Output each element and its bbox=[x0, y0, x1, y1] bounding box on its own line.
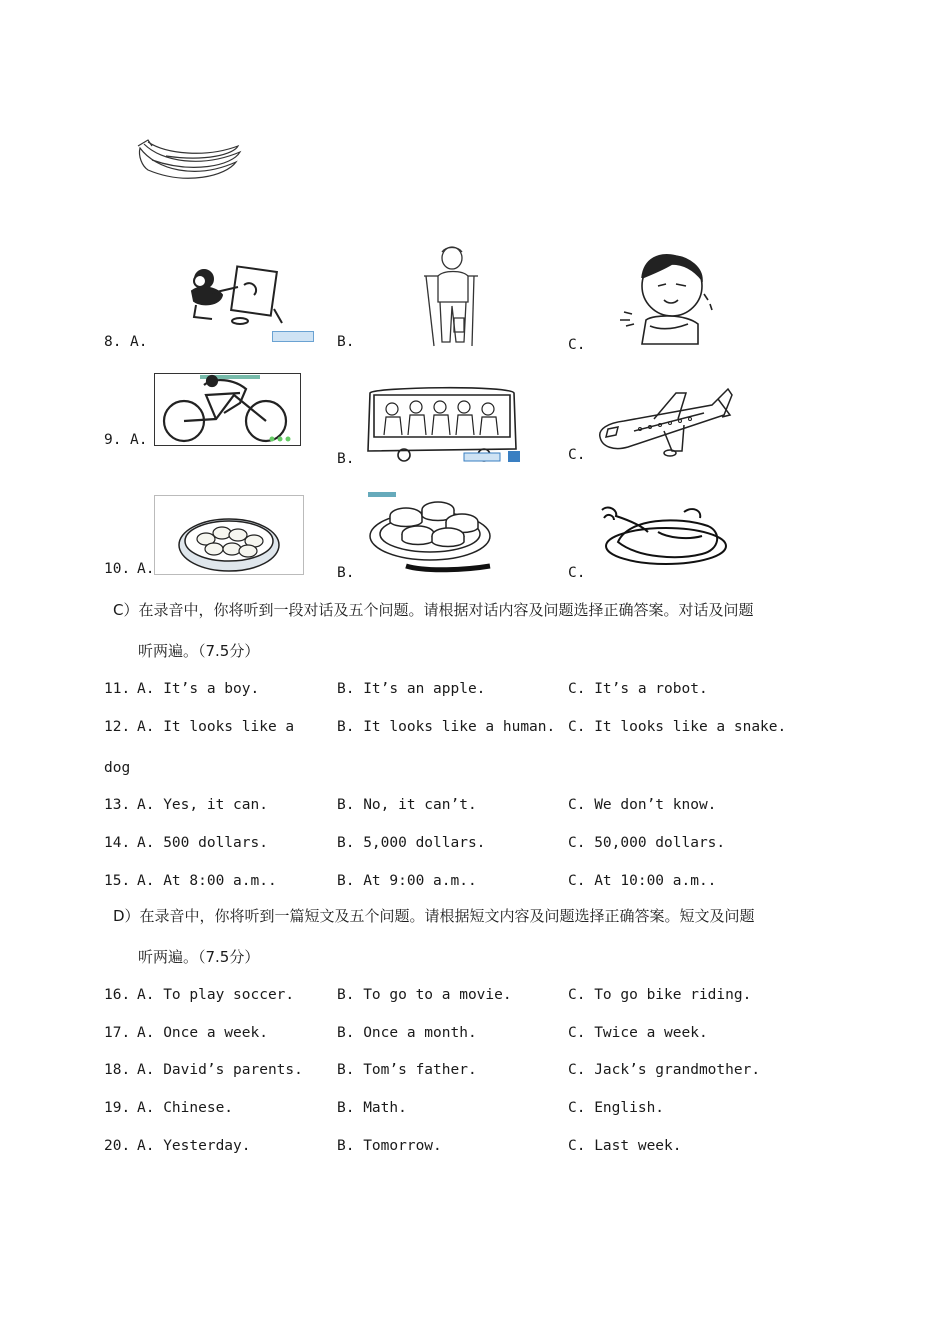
option-a: A. Yesterday. bbox=[137, 1138, 251, 1154]
option-c: C. 50,000 dollars. bbox=[568, 835, 726, 851]
option-a: A. 500 dollars. bbox=[137, 835, 268, 851]
option-c: C. Last week. bbox=[568, 1138, 682, 1154]
q8-option-a-label: A. bbox=[130, 334, 148, 350]
option-b: B. Tomorrow. bbox=[337, 1138, 442, 1154]
section-d-instruction: D）在录音中，你将听到一篇短文及五个问题。请根据短文内容及问题选择正确答案。短文及问题 bbox=[113, 907, 755, 925]
watermark-logo bbox=[272, 331, 314, 342]
section-c-instruction: C）在录音中，你将听到一段对话及五个问题。请根据对话内容及问题选择正确答案。对话及问题 bbox=[113, 601, 754, 619]
option-a: A. Once a week. bbox=[137, 1025, 268, 1041]
dumplings-plate-icon bbox=[154, 495, 304, 575]
boy-on-crutches-icon bbox=[418, 246, 480, 350]
mooncakes-plate-icon bbox=[366, 492, 493, 574]
option-c: C. It’s a robot. bbox=[568, 681, 708, 697]
airplane-icon bbox=[594, 385, 734, 457]
roast-chicken-icon bbox=[598, 502, 732, 568]
question-number: 13. bbox=[104, 797, 131, 813]
option-a: A. It’s a boy. bbox=[137, 681, 260, 697]
option-c: C. To go bike riding. bbox=[568, 987, 752, 1003]
option-b: B. No, it can’t. bbox=[337, 797, 477, 813]
question-number: 15. bbox=[104, 873, 131, 889]
option-a: A. David’s parents. bbox=[137, 1062, 303, 1078]
bananas-icon bbox=[136, 140, 242, 185]
option-c: C. It looks like a snake. bbox=[568, 719, 787, 735]
q10-option-c-label: C. bbox=[568, 565, 586, 581]
q10-number: 10. bbox=[104, 561, 131, 577]
option-b: B. Once a month. bbox=[337, 1025, 477, 1041]
q9-option-b-label: B. bbox=[337, 451, 355, 467]
painting-child-icon bbox=[182, 265, 286, 327]
option-a: A. Chinese. bbox=[137, 1100, 234, 1116]
q10-option-b-label: B. bbox=[337, 565, 355, 581]
option-b: B. At 9:00 a.m.. bbox=[337, 873, 477, 889]
option-b: B. Tom’s father. bbox=[337, 1062, 477, 1078]
crowded-bus-icon bbox=[366, 385, 520, 464]
option-a-wrap: dog bbox=[104, 760, 131, 776]
q8-option-c-label: C. bbox=[568, 337, 586, 353]
q8-option-b-label: B. bbox=[337, 334, 355, 350]
option-b: B. 5,000 dollars. bbox=[337, 835, 486, 851]
option-c: C. We don’t know. bbox=[568, 797, 717, 813]
q9-option-c-label: C. bbox=[568, 447, 586, 463]
option-b: B. To go to a movie. bbox=[337, 987, 512, 1003]
q9-option-a-label: A. bbox=[130, 432, 148, 448]
option-c: C. Jack’s grandmother. bbox=[568, 1062, 761, 1078]
question-number: 16. bbox=[104, 987, 131, 1003]
option-b: B. It looks like a human. bbox=[337, 719, 556, 735]
question-number: 14. bbox=[104, 835, 131, 851]
section-d-instruction-cont: 听两遍。（7.5分） bbox=[138, 948, 260, 966]
question-number: 11. bbox=[104, 681, 131, 697]
question-number: 12. bbox=[104, 719, 131, 735]
q9-number: 9. bbox=[104, 432, 122, 448]
option-a: A. It looks like a bbox=[137, 719, 295, 735]
q10-option-a-label: A. bbox=[137, 561, 155, 577]
option-c: C. English. bbox=[568, 1100, 665, 1116]
option-c: C. Twice a week. bbox=[568, 1025, 708, 1041]
question-number: 17. bbox=[104, 1025, 131, 1041]
q8-number: 8. bbox=[104, 334, 122, 350]
question-number: 18. bbox=[104, 1062, 131, 1078]
option-a: A. Yes, it can. bbox=[137, 797, 268, 813]
option-a: A. To play soccer. bbox=[137, 987, 295, 1003]
option-b: B. It’s an apple. bbox=[337, 681, 486, 697]
option-b: B. Math. bbox=[337, 1100, 407, 1116]
coughing-boy-icon bbox=[614, 250, 718, 346]
cyclist-icon bbox=[154, 373, 301, 446]
option-a: A. At 8:00 a.m.. bbox=[137, 873, 277, 889]
option-c: C. At 10:00 a.m.. bbox=[568, 873, 717, 889]
question-number: 20. bbox=[104, 1138, 131, 1154]
question-number: 19. bbox=[104, 1100, 131, 1116]
section-c-instruction-cont: 听两遍。（7.5分） bbox=[138, 642, 260, 660]
